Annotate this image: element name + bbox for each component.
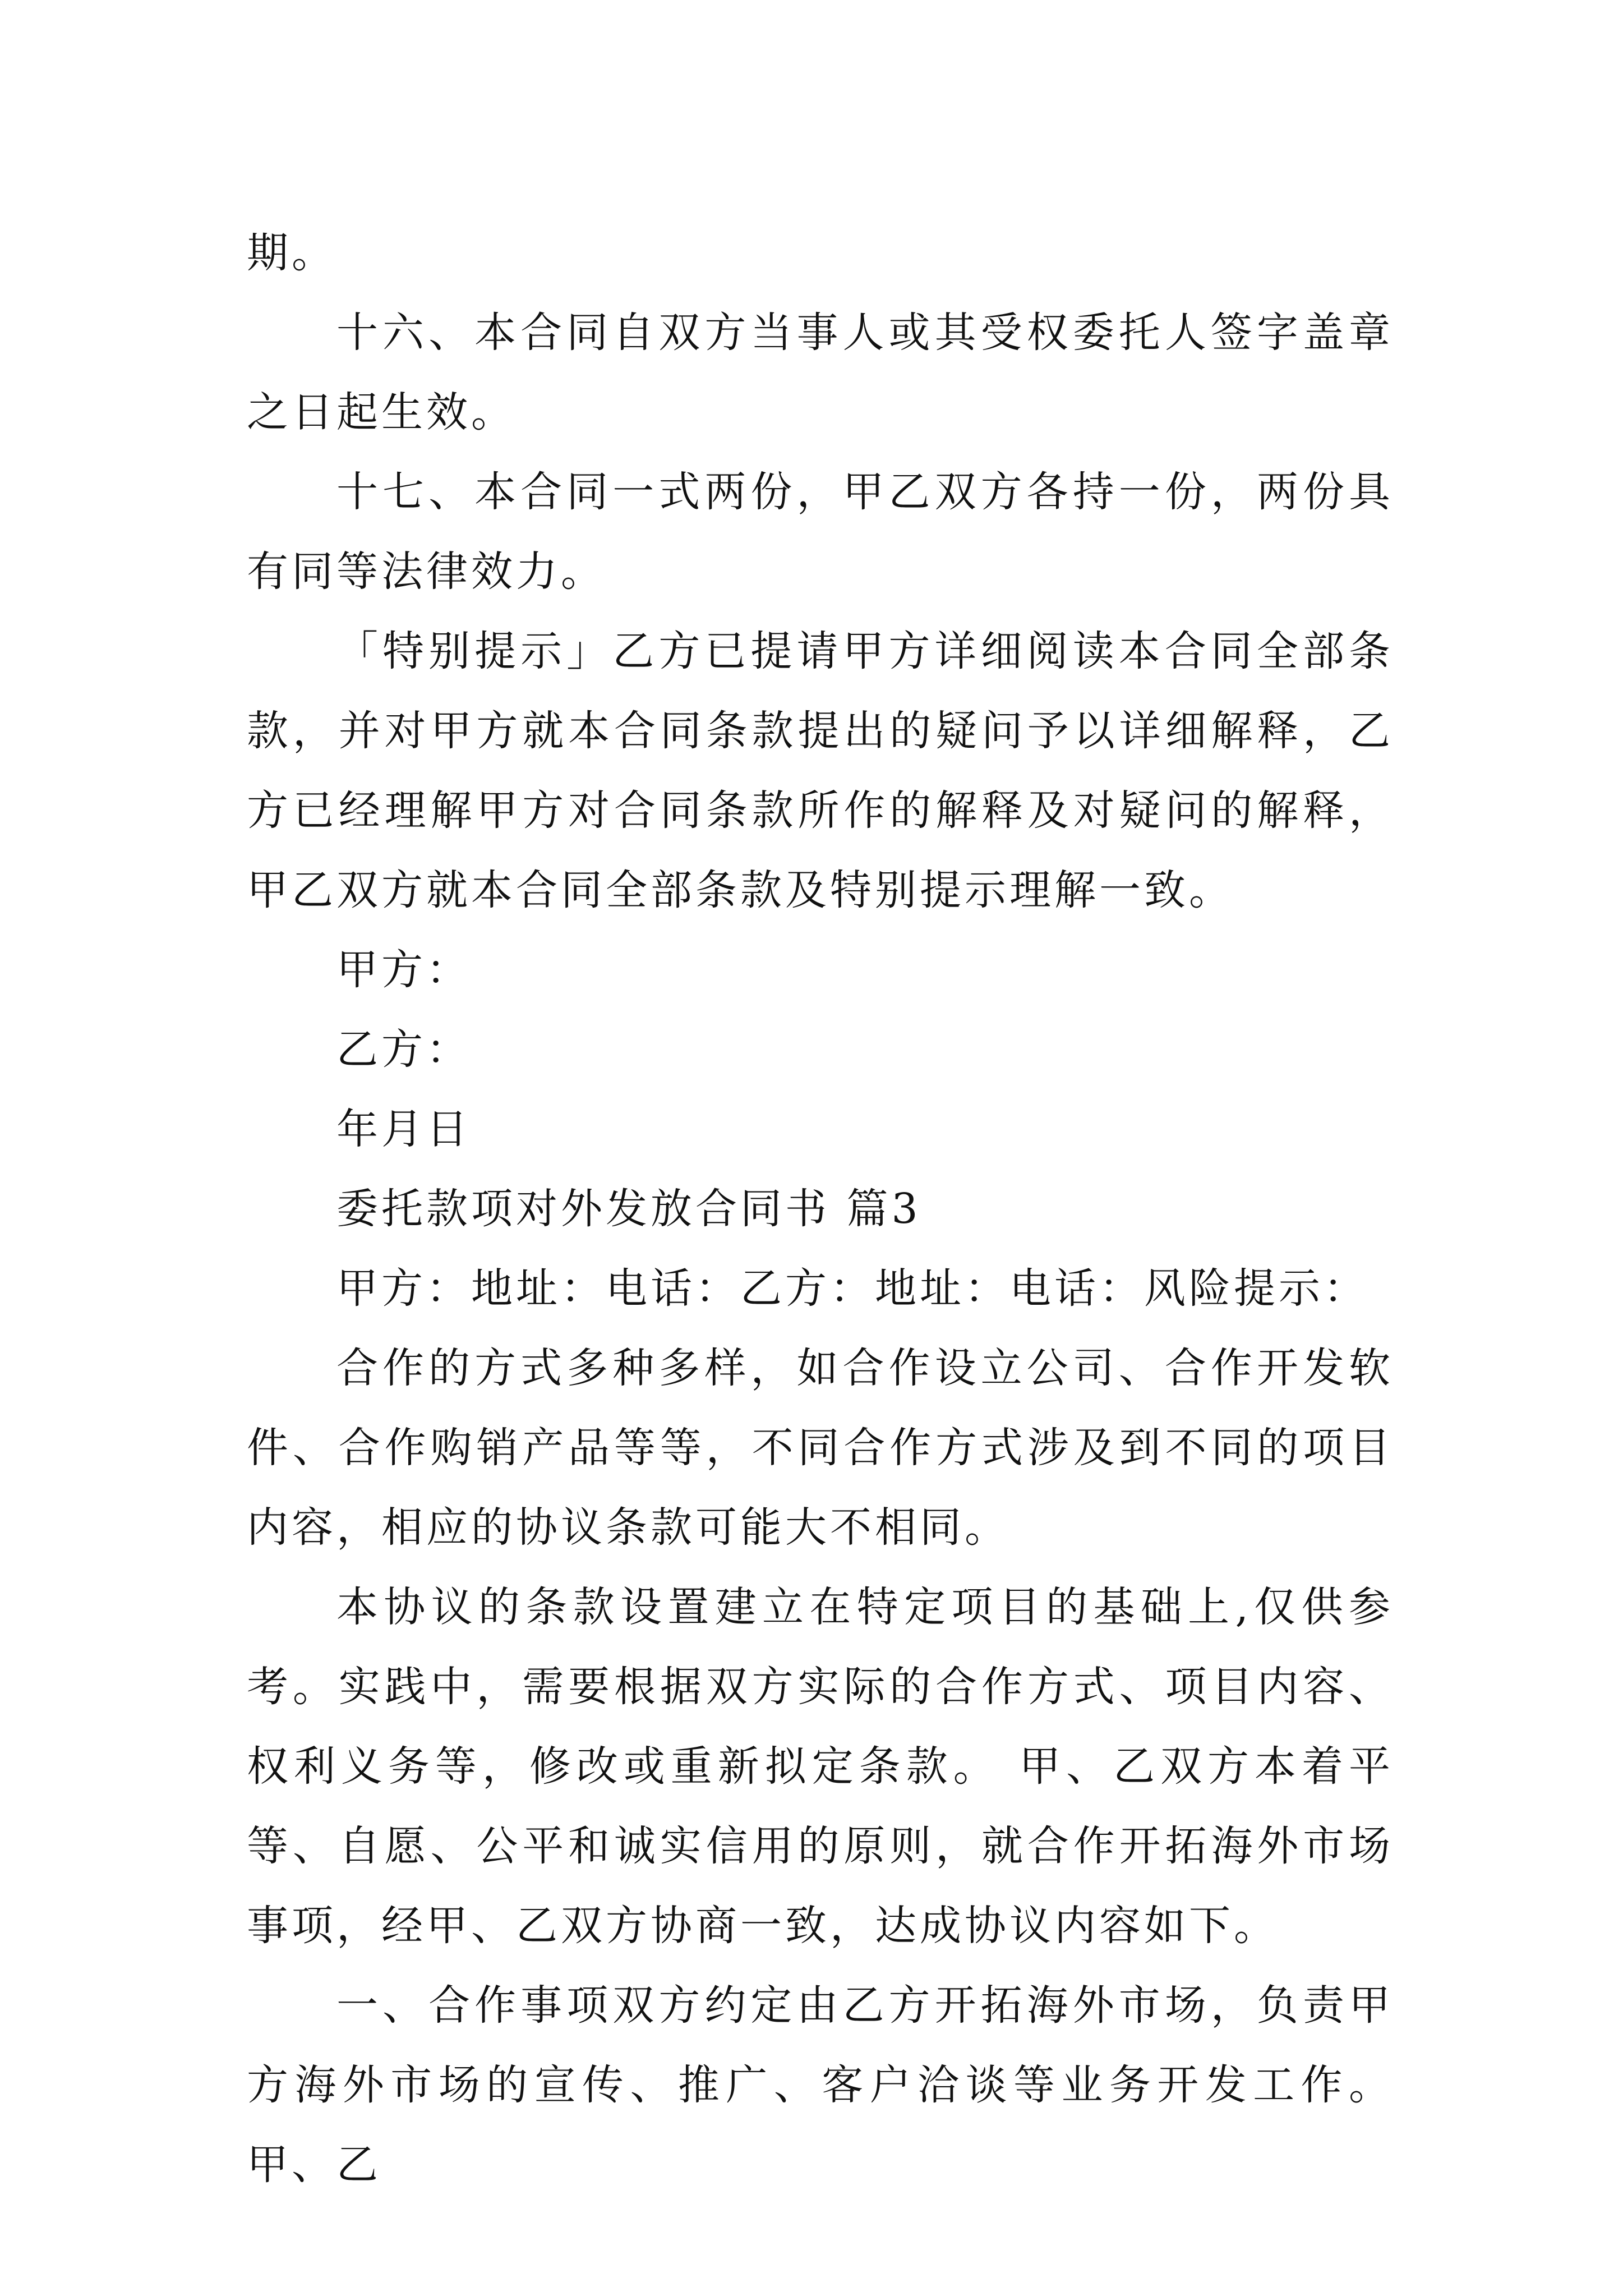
- parties-info-line: 甲方：地址：电话：乙方：地址：电话：风险提示：: [336, 1264, 1368, 1313]
- paragraph-agreement-basis: 本协议的条款设置建立在特定项目的基础上,仅供参考。实践中，需要根据双方实际的合作方式、项目内容、权利义务等，修改或重新拟定条款。 甲、乙双方本着平等、自愿、公平和诚实信用的原则，就合作开拓海外市场事项，经甲、乙双方协商一致，达成协议内容如下。: [247, 1583, 1394, 1950]
- paragraph-special-notice: 「特别提示」乙方已提请甲方详细阅读本合同全部条款，并对甲方就本合同条款提出的疑问予以详细解释，乙方已经理解甲方对合同条款所作的解释及对疑问的解释，甲乙双方就本合同全部条款及特别提示理解一致。: [247, 627, 1394, 914]
- paragraph-clause-17: 十七、本合同一式两份，甲乙双方各持一份，两份具有同等法律效力。: [247, 468, 1394, 596]
- paragraph-clause-16: 十六、本合同自双方当事人或其受权委托人签字盖章之日起生效。: [247, 309, 1394, 436]
- section-heading: 委托款项对外发放合同书 篇3: [336, 1185, 921, 1233]
- signature-date: 年月日: [336, 1105, 471, 1153]
- paragraph-cooperation-methods: 合作的方式多种多样，如合作设立公司、合作开发软件、合作购销产品等等，不同合作方式涉及到不同的项目内容，相应的协议条款可能大不相同。: [247, 1344, 1394, 1552]
- paragraph-clause-1: 一、合作事项双方约定由乙方开拓海外市场，负责甲方海外市场的宣传、推广、客户洽谈等业务开发工作。甲、乙: [247, 1981, 1394, 2189]
- document-body: [247, 213, 1394, 2205]
- signature-party-b: 乙方：: [336, 1025, 471, 1074]
- signature-party-a: 甲方：: [336, 946, 471, 994]
- paragraph-continuation: 期。: [247, 229, 336, 277]
